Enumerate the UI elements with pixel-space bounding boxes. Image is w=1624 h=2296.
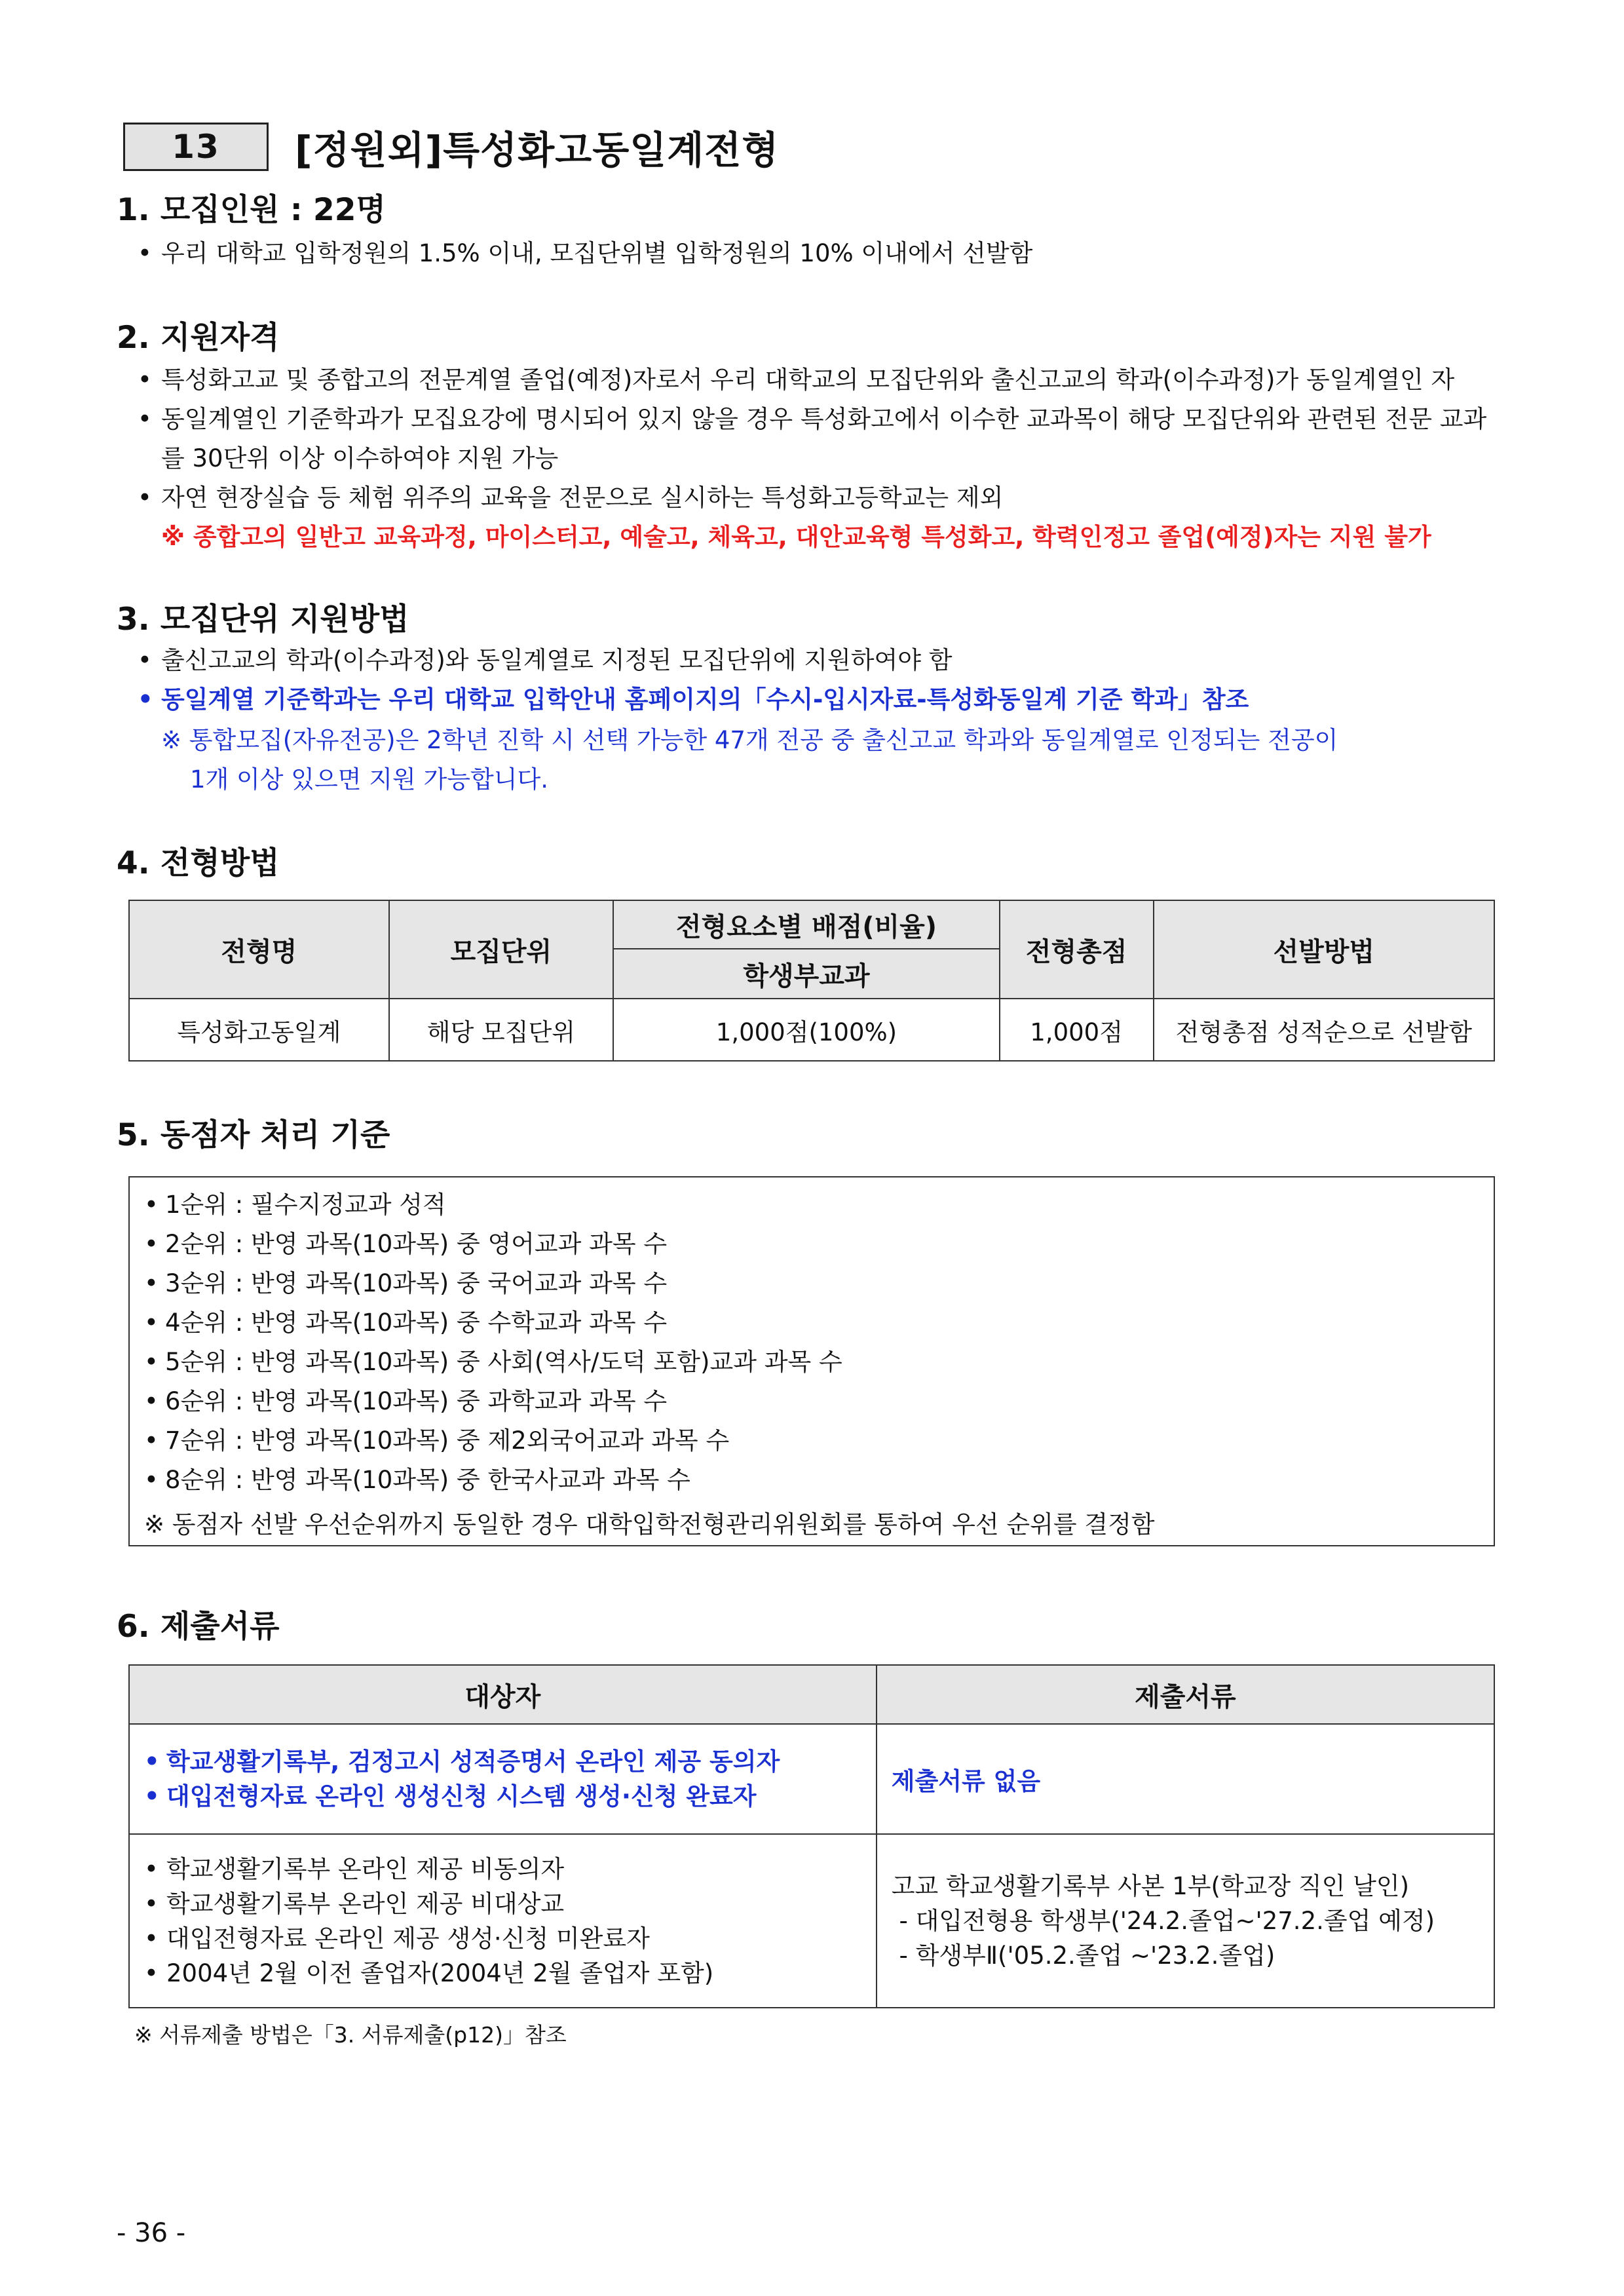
cell-targets-consent bbox=[129, 1724, 877, 1834]
list-item: • 5순위 : 반영 과목(10과목) 중 사회(역사/도덕 포함)교과 과목 수 bbox=[144, 1343, 842, 1382]
list-item: • 4순위 : 반영 과목(10과목) 중 수학교과 과목 수 bbox=[144, 1303, 842, 1343]
list-item: • 동일계열 기준학과는 우리 대학교 입학안내 홈페이지의「수시-입시자료-특성화동일계 기준 학과」참조 bbox=[138, 680, 1249, 719]
list-item: • 우리 대학교 입학정원의 1.5% 이내, 모집단위별 입학정원의 10% 이내에서 선발함 bbox=[138, 234, 1032, 273]
cell-unit: 해당 모집단위 bbox=[389, 999, 614, 1061]
col-header-total: 전형총점 bbox=[1000, 900, 1154, 999]
list-item: • 자연 현장실습 등 체험 위주의 교육을 전문으로 실시하는 특성화고등학교는 제외 bbox=[138, 478, 1500, 518]
heading-recruitment: 1. 모집인원 : 22명 bbox=[117, 192, 386, 228]
integrated-recruitment-note-cont: 1개 이상 있으면 지원 가능합니다. bbox=[190, 765, 548, 794]
list-item: • 3순위 : 반영 과목(10과목) 중 국어교과 과목 수 bbox=[144, 1264, 842, 1303]
list-item: • 8순위 : 반영 과목(10과목) 중 한국사교과 과목 수 bbox=[144, 1461, 842, 1500]
section-title: [정원외]특성화고동일계전형 bbox=[295, 128, 780, 172]
list-item: • 1순위 : 필수지정교과 성적 bbox=[144, 1185, 842, 1225]
recruitment-list bbox=[138, 234, 1032, 273]
selection-method-table bbox=[128, 900, 1495, 1062]
list-item: • 대입전형자료 온라인 제공 생성·신청 미완료자 bbox=[144, 1921, 876, 1956]
list-item: • 학교생활기록부 온라인 제공 비대상교 bbox=[144, 1886, 876, 1921]
eligibility-restriction-note: ※ 종합고의 일반고 교육과정, 마이스터고, 예술고, 체육고, 대안교육형 특성화고, 학력인정고 졸업(예정)자는 지원 불가 bbox=[161, 523, 1431, 551]
cell-method: 전형총점 성적순으로 선발함 bbox=[1154, 999, 1494, 1061]
eligibility-list bbox=[138, 360, 1500, 518]
col-header-method: 선발방법 bbox=[1154, 900, 1494, 999]
col-header-docs: 제출서류 bbox=[877, 1665, 1494, 1724]
submission-footnote: ※ 서류제출 방법은「3. 서류제출(p12)」참조 bbox=[134, 2022, 567, 2048]
list-item: • 2순위 : 반영 과목(10과목) 중 영어교과 과목 수 bbox=[144, 1225, 842, 1264]
documents-table bbox=[128, 1664, 1495, 2008]
cell-docs-required bbox=[877, 1834, 1494, 2008]
list-item: • 동일계열인 기준학과가 모집요강에 명시되어 있지 않을 경우 특성화고에서 이수한 교과목이 해당 모집단위와 관련된 전문 교과를 30단위 이상 이수하여야 지원 가능 bbox=[138, 400, 1500, 478]
cell-targets-nonconsent bbox=[129, 1834, 877, 2008]
heading-tie-break: 5. 동점자 처리 기준 bbox=[117, 1117, 390, 1153]
list-item: • 출신고교의 학과(이수과정)와 동일계열로 지정된 모집단위에 지원하여야 함 bbox=[138, 641, 1249, 680]
heading-eligibility: 2. 지원자격 bbox=[117, 320, 280, 356]
col-header-name: 전형명 bbox=[129, 900, 389, 999]
list-item: • 학교생활기록부, 검정고시 성적증명서 온라인 제공 동의자 bbox=[144, 1744, 876, 1779]
section-number-box: 13 bbox=[123, 123, 269, 171]
heading-selection-method: 4. 전형방법 bbox=[117, 845, 280, 881]
tie-break-note: ※ 동점자 선발 우선순위까지 동일한 경우 대학입학전형관리위원회를 통하여 우선 순위를 결정함 bbox=[144, 1510, 1155, 1539]
list-item: • 학교생활기록부 온라인 제공 비동의자 bbox=[144, 1852, 876, 1886]
list-item: • 특성화고교 및 종합고의 전문계열 졸업(예정)자로서 우리 대학교의 모집단위와 출신고교의 학과(이수과정)가 동일계열인 자 bbox=[138, 360, 1500, 400]
section-title-row bbox=[123, 121, 779, 172]
nonconsent-targets-list bbox=[144, 1852, 876, 1991]
tie-break-box bbox=[128, 1176, 1495, 1546]
list-item: • 대입전형자료 온라인 생성신청 시스템 생성·신청 완료자 bbox=[144, 1779, 876, 1814]
col-header-unit: 모집단위 bbox=[389, 900, 614, 999]
list-item: • 6순위 : 반영 과목(10과목) 중 과학교과 과목 수 bbox=[144, 1382, 842, 1421]
application-method-list bbox=[138, 641, 1249, 719]
cell-name: 특성화고동일계 bbox=[129, 999, 389, 1061]
list-item: • 2004년 2월 이전 졸업자(2004년 2월 졸업자 포함) bbox=[144, 1956, 876, 1991]
consent-targets-list bbox=[144, 1744, 876, 1814]
page-number: - 36 - bbox=[117, 2218, 186, 2248]
col-header-target: 대상자 bbox=[129, 1665, 877, 1724]
heading-application-method: 3. 모집단위 지원방법 bbox=[117, 602, 409, 638]
cell-total: 1,000점 bbox=[1000, 999, 1154, 1061]
list-item: • 7순위 : 반영 과목(10과목) 중 제2외국어교과 과목 수 bbox=[144, 1421, 842, 1461]
col-header-ratio: 전형요소별 배점(비율) bbox=[613, 900, 999, 949]
heading-documents: 6. 제출서류 bbox=[117, 1609, 280, 1645]
doc-line: - 학생부Ⅱ('05.2.졸업 ~'23.2.졸업) bbox=[891, 1942, 1275, 1970]
doc-line: - 대입전형용 학생부('24.2.졸업~'27.2.졸업 예정) bbox=[891, 1907, 1435, 1935]
integrated-recruitment-note: ※ 통합모집(자유전공)은 2학년 진학 시 선택 가능한 47개 전공 중 출신고교 학과와 동일계열로 인정되는 전공이 bbox=[161, 726, 1338, 754]
tie-break-list bbox=[144, 1185, 842, 1500]
col-header-record: 학생부교과 bbox=[613, 949, 999, 999]
cell-record: 1,000점(100%) bbox=[613, 999, 999, 1061]
cell-docs-none: 제출서류 없음 bbox=[877, 1724, 1494, 1834]
doc-line: 고교 학교생활기록부 사본 1부(학교장 직인 날인) bbox=[891, 1872, 1410, 1900]
